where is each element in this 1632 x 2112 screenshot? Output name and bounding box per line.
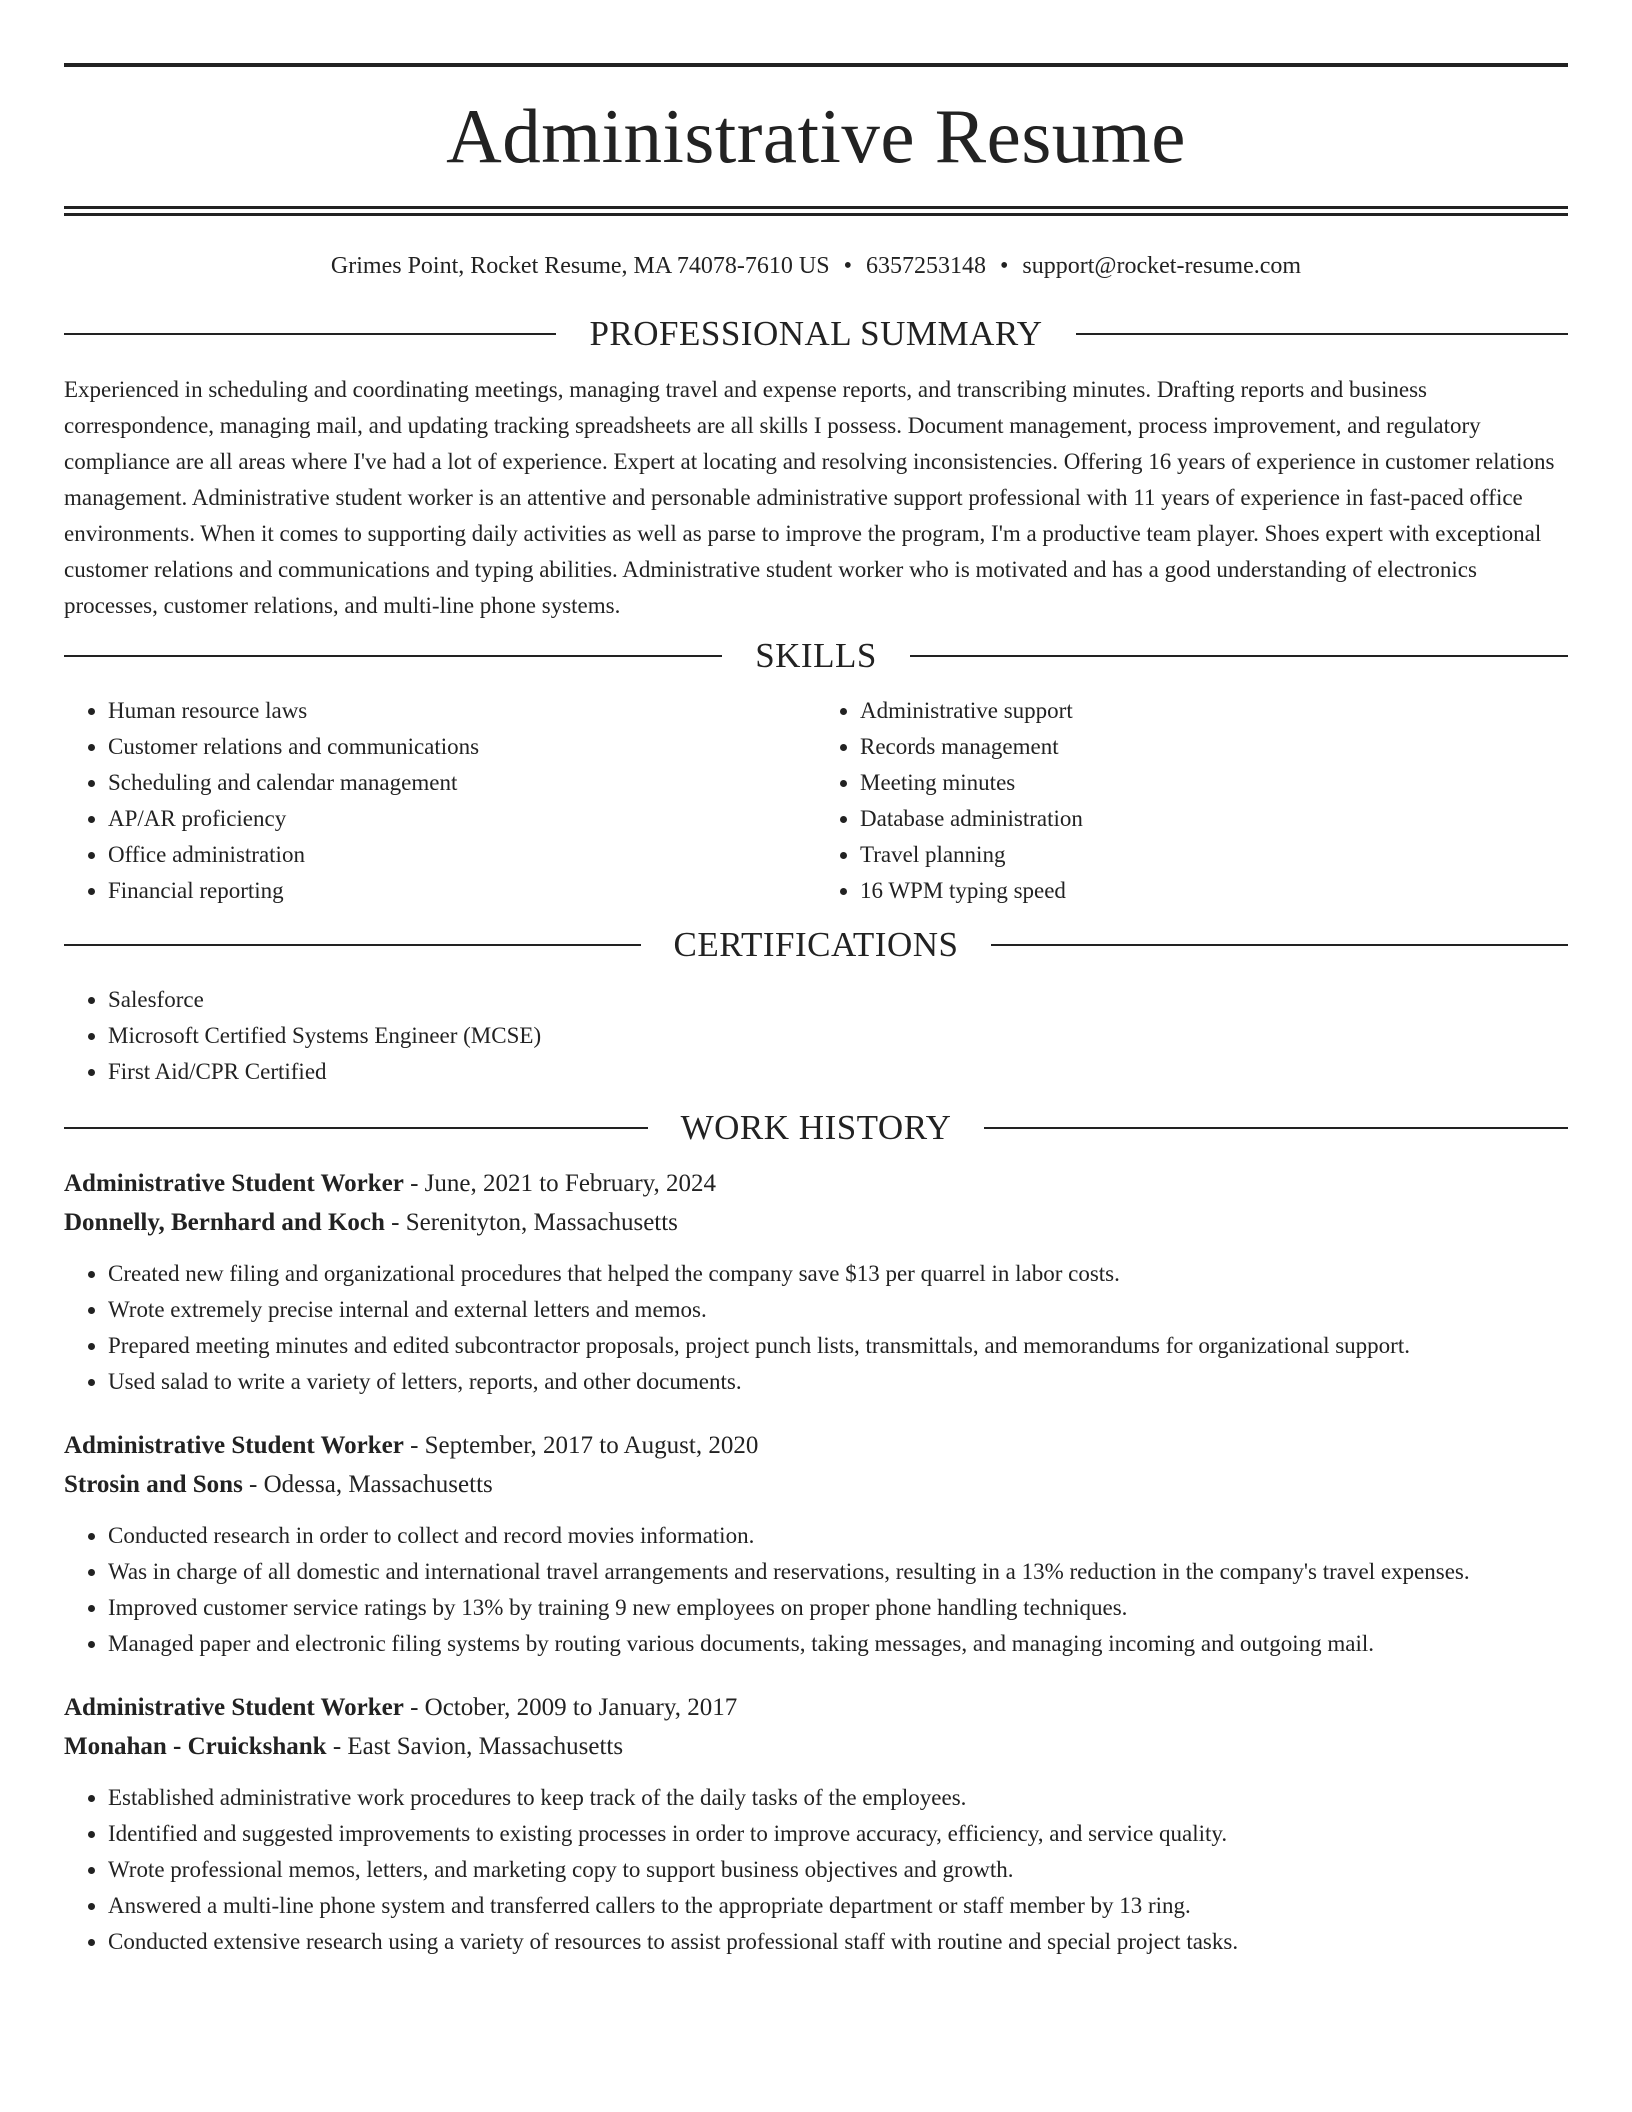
skill-item: • Office administration (108, 837, 816, 873)
certifications-list (64, 982, 1568, 1090)
job-bullet: • Identified and suggested improvements to existing processes in order to improve accuracy, efficiency, and service quality. (108, 1816, 1568, 1852)
contact-address: Grimes Point, Rocket Resume, MA 74078-7610 US (330, 253, 830, 279)
heading-rule (991, 944, 1568, 946)
skill-item: • Travel planning (860, 837, 1568, 873)
summary-heading-label: PROFESSIONAL SUMMARY (589, 314, 1043, 353)
heading-rule (984, 1127, 1568, 1129)
work-history-section-heading (64, 1106, 1568, 1150)
heading-rule (1076, 333, 1568, 335)
job-company: Monahan - Cruickshank (64, 1733, 327, 1760)
job-location: - Odessa, Massachusetts (242, 1471, 493, 1498)
skill-item: • Records management (860, 729, 1568, 765)
job-dates: - October, 2009 to January, 2017 (403, 1694, 738, 1721)
certification-item: • First Aid/CPR Certified (108, 1054, 1568, 1090)
certification-item: • Salesforce (108, 982, 1568, 1018)
job-entry (64, 1426, 1568, 1662)
professional-summary-text: Experienced in scheduling and coordinating meetings, managing travel and expense reports, and transcribing minutes. Drafting reports and business correspondence, managing mail, and updating tracking spreadsheets are all skills I possess. Document management, process improvement, and regulatory compliance are all areas where I've had a lot of experience. Expert at locating and resolving inconsistencies. Offering 16 years of experience in customer relations management. Administrative student worker is an attentive and personable administrative support professional with 11 years of experience in fast-paced office environments. When it comes to supporting daily activities as well as parse to improve the program, I'm a productive team player. Shoes expert with exceptional customer relations and communications and typing abilities. Administrative student worker who is motivated and has a good understanding of electronics processes, customer relations, and multi-line phone systems. (64, 377, 1555, 618)
skill-item: • AP/AR proficiency (108, 801, 816, 837)
job-bullet: • Created new filing and organizational procedures that helped the company save $13 per quarrel in labor costs. (108, 1256, 1568, 1292)
job-company-line (64, 1465, 1568, 1504)
job-bullets (64, 1780, 1568, 1960)
job-company-line (64, 1203, 1568, 1242)
skill-item: • Human resource laws (108, 693, 816, 729)
job-bullet: • Was in charge of all domestic and international travel arrangements and reservations, resulting in a 13% reduction in the company's travel expenses. (108, 1554, 1568, 1590)
job-bullet: • Wrote extremely precise internal and external letters and memos. (108, 1292, 1568, 1328)
heading-rule (64, 333, 556, 335)
skills-columns (64, 693, 1568, 909)
skills-list-right (816, 693, 1568, 909)
skills-heading-label: SKILLS (755, 636, 877, 675)
title-double-rule (64, 206, 1568, 216)
heading-rule (64, 944, 641, 946)
job-title-line (64, 1426, 1568, 1465)
certifications-section-heading (64, 923, 1568, 967)
job-bullet: • Improved customer service ratings by 13% by training 9 new employees on proper phone handling techniques. (108, 1590, 1568, 1626)
job-title: Administrative Student Worker (64, 1170, 404, 1197)
job-title: Administrative Student Worker (64, 1694, 404, 1721)
heading-rule (64, 1127, 648, 1129)
contact-line (64, 251, 1568, 281)
skill-item: • Database administration (860, 801, 1568, 837)
job-bullet: • Wrote professional memos, letters, and marketing copy to support business objectives and growth. (108, 1852, 1568, 1888)
job-company-line (64, 1727, 1568, 1766)
job-bullets (64, 1518, 1568, 1662)
job-title-line (64, 1688, 1568, 1727)
certification-item: • Microsoft Certified Systems Engineer (MCSE) (108, 1018, 1568, 1054)
skills-list-left (64, 693, 816, 909)
contact-separator: • (843, 253, 852, 279)
contact-phone: 6357253148 (865, 253, 986, 279)
resume-title: Administrative Resume (446, 93, 1186, 179)
work-history-heading-label: WORK HISTORY (680, 1108, 952, 1147)
job-bullet: • Conducted research in order to collect and record movies information. (108, 1518, 1568, 1554)
heading-rule (910, 655, 1568, 657)
contact-separator: • (999, 253, 1009, 279)
certifications-heading-label: CERTIFICATIONS (673, 925, 959, 964)
job-bullet: • Managed paper and electronic filing systems by routing various documents, taking messages, and managing incoming and outgoing mail. (108, 1626, 1568, 1662)
job-entry (64, 1164, 1568, 1400)
job-title-line (64, 1164, 1568, 1203)
job-location: - Serenityton, Massachusetts (384, 1209, 678, 1236)
job-entry (64, 1688, 1568, 1960)
summary-section-heading (64, 312, 1568, 356)
job-bullet: • Prepared meeting minutes and edited subcontractor proposals, project punch lists, transmittals, and memorandums for organizational support. (108, 1328, 1568, 1364)
job-company: Strosin and Sons (64, 1471, 243, 1498)
job-dates: - June, 2021 to February, 2024 (403, 1170, 717, 1197)
job-bullet: • Established administrative work procedures to keep track of the daily tasks of the employees. (108, 1780, 1568, 1816)
skills-section-heading (64, 634, 1568, 678)
job-title: Administrative Student Worker (64, 1432, 404, 1459)
job-bullet: • Conducted extensive research using a variety of resources to assist professional staff with routine and special project tasks. (108, 1924, 1568, 1960)
skill-item: • Customer relations and communications (108, 729, 816, 765)
work-history-list (64, 1164, 1568, 1960)
job-bullets (64, 1256, 1568, 1400)
skill-item: • Administrative support (860, 693, 1568, 729)
skill-item: • Scheduling and calendar management (108, 765, 816, 801)
job-dates: - September, 2017 to August, 2020 (403, 1432, 759, 1459)
skill-item: • Meeting minutes (860, 765, 1568, 801)
heading-rule (64, 655, 722, 657)
contact-email: support@rocket-resume.com (1022, 253, 1302, 279)
job-bullet: • Used salad to write a variety of letters, reports, and other documents. (108, 1364, 1568, 1400)
skill-item: • 16 WPM typing speed (860, 873, 1568, 909)
skill-item: • Financial reporting (108, 873, 816, 909)
job-location: - East Savion, Massachusetts (326, 1733, 624, 1760)
job-company: Donnelly, Bernhard and Koch (64, 1209, 385, 1236)
job-bullet: • Answered a multi-line phone system and transferred callers to the appropriate department or staff member by 13 ring. (108, 1888, 1568, 1924)
